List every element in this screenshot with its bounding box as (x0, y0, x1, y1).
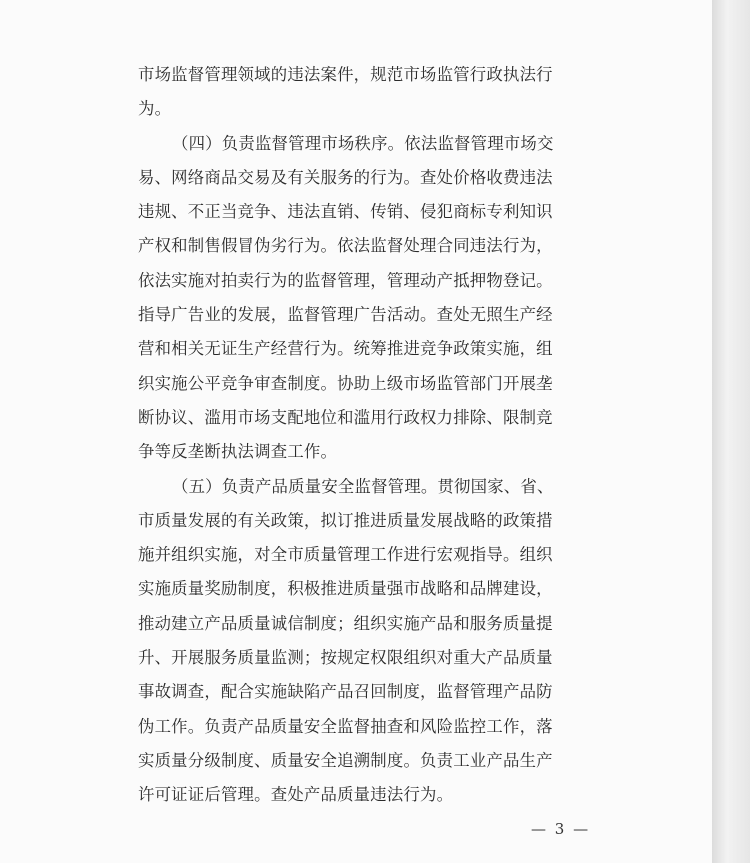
text-line: 断协议、滥用市场支配地位和滥用行政权力排除、限制竞 (138, 407, 553, 427)
section-heading-line: （五）负责产品质量安全监督管理。贯彻国家、省、 (172, 476, 554, 496)
text-line: 为。 (138, 99, 172, 119)
text-line: 违规、不正当竞争、违法直销、传销、侵犯商标专利知识 (138, 202, 553, 222)
page-number: — 3 — (531, 820, 591, 838)
text-line: 实施质量奖励制度，积极推进质量强市战略和品牌建设， (138, 579, 553, 599)
text-line: 市质量发展的有关政策，拟订推进质量发展战略的政策措 (138, 510, 553, 530)
text-line: 市场监督管理领域的违法案件，规范市场监管行政执法行 (138, 65, 553, 84)
text-line: 伪工作。负责产品质量安全监督抽查和风险监控工作，落 (138, 716, 553, 736)
text-line: 指导广告业的发展，监督管理广告活动。查处无照生产经 (138, 305, 553, 325)
text-line: 织实施公平竞争审查制度。协助上级市场监管部门开展垄 (138, 373, 553, 393)
body-text (138, 58, 592, 813)
text-line: 易、网络商品交易及有关服务的行为。查处价格收费违法 (138, 167, 553, 187)
text-line: 升、开展服务质量监测；按规定权限组织对重大产品质量 (138, 648, 553, 668)
page-edge-shadow (712, 0, 750, 863)
text-line: 事故调查，配合实施缺陷产品召回制度，监督管理产品防 (138, 682, 553, 702)
section-heading-line: （四）负责监督管理市场秩序。依法监督管理市场交 (172, 133, 554, 153)
text-line: 依法实施对拍卖行为的监督管理，管理动产抵押物登记。 (138, 270, 553, 290)
text-line: 许可证证后管理。查处产品质量违法行为。 (138, 785, 454, 805)
text-line: 营和相关无证生产经营行为。统筹推进竞争政策实施，组 (138, 339, 553, 359)
text-line: 施并组织实施，对全市质量管理工作进行宏观指导。组织 (138, 545, 553, 565)
text-line: 推动建立产品质量诚信制度；组织实施产品和服务质量提 (138, 613, 553, 633)
text-line: 争等反垄断执法调查工作。 (138, 442, 338, 462)
text-line: 产权和制售假冒伪劣行为。依法监督处理合同违法行为， (138, 236, 553, 256)
text-line: 实质量分级制度、质量安全追溯制度。负责工业产品生产 (138, 750, 553, 770)
